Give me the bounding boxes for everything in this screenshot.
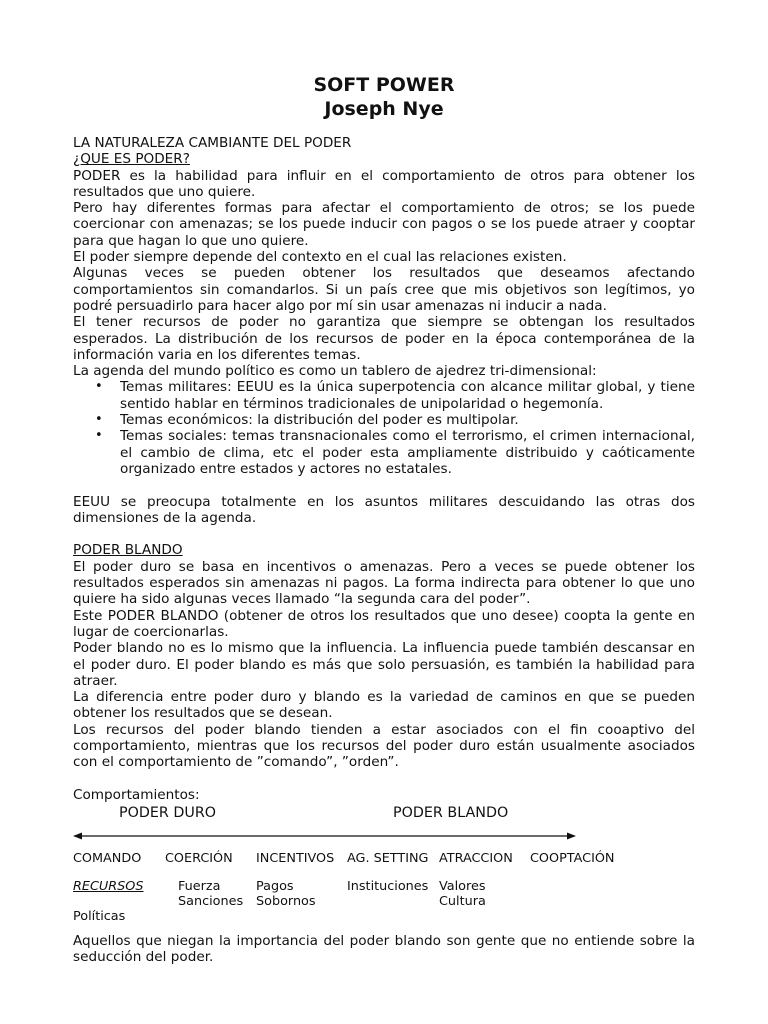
resources-row bbox=[73, 879, 695, 927]
soft-power-heading: PODER BLANDO bbox=[393, 805, 509, 822]
paragraph: Los recursos del poder blando tienden a estar asociados con el fin cooaptivo del comportamiento, mientras que los recursos del poder duro están usualmente asociados con el comportamiento de ”comando”, ”orden”. bbox=[73, 721, 695, 771]
paragraph: Este PODER BLANDO (obtener de otros los resultados que uno desee) coopta la gente en lugar de coercionarlas. bbox=[73, 607, 695, 640]
resource-pagos: Pagos bbox=[256, 879, 294, 895]
behavior-atraccion: ATRACCION bbox=[439, 851, 513, 867]
behavior-scale bbox=[73, 849, 695, 879]
resource-politicas: Políticas bbox=[73, 909, 126, 925]
list-item: • Temas económicos: la distribución del poder es multipolar. bbox=[120, 412, 695, 428]
resource-sanciones: Sanciones bbox=[178, 894, 244, 910]
document-page bbox=[73, 73, 695, 966]
behavior-incentivos: INCENTIVOS bbox=[256, 851, 335, 867]
resource-valores: Valores bbox=[439, 879, 486, 895]
spectrum-label: Comportamientos: bbox=[73, 786, 200, 803]
paragraph: La agenda del mundo político es como un tablero de ajedrez tri-dimensional: bbox=[73, 363, 597, 380]
resource-cultura: Cultura bbox=[439, 894, 486, 910]
resource-instituciones: Instituciones bbox=[347, 879, 429, 895]
paragraph: PODER es la habilidad para influir en el comportamiento de otros para obtener los resultados que uno quiere. bbox=[73, 167, 695, 200]
section-heading: LA NATURALEZA CAMBIANTE DEL PODER bbox=[73, 135, 352, 151]
list-item: • Temas sociales: temas transnacionales como el terrorismo, el crimen internacional, el cambio de clima, etc el poder esta ampliamente distribuido y caóticamente organizado entre estados y actores no estatales. bbox=[120, 428, 695, 477]
behavior-cooptacion: COOPTACIÓN bbox=[530, 851, 615, 867]
paragraph: EEUU se preocupa totalmente en los asuntos militares descuidando las otras dos dimensiones de la agenda. bbox=[73, 493, 695, 526]
paragraph: El poder duro se basa en incentivos o amenazas. Pero a veces se puede obtener los resultados esperados sin amenazas ni pagos. La forma indirecta para obtener lo que uno quiere ha sido algunas veces llamado “la segunda cara del poder”. bbox=[73, 558, 695, 608]
paragraph: El poder siempre depende del contexto en el cual las relaciones existen. bbox=[73, 249, 567, 266]
section-subheading: ¿QUE ES PODER? bbox=[73, 151, 190, 168]
paragraph: Poder blando no es lo mismo que la influencia. La influencia puede también descansar en el poder duro. El poder blando es más que solo persuasión, es también la habilidad para atraer. bbox=[73, 640, 695, 689]
paragraph: El tener recursos de poder no garantiza que siempre se obtengan los resultados esperados. La distribución de los recursos de poder en la época contemporánea de la información varia en los diferentes temas. bbox=[73, 314, 695, 363]
document-title: SOFT POWER bbox=[313, 74, 455, 96]
behavior-comando: COMANDO bbox=[73, 851, 142, 867]
document-author: Joseph Nye bbox=[324, 98, 444, 120]
paragraph: Pero hay diferentes formas para afectar el comportamiento de otros; se los puede coercionar con amenazas; se los puede inducir con pagos o se los puede atraer y cooptar para que hagan lo que uno quiere. bbox=[73, 200, 695, 249]
paragraph: La diferencia entre poder duro y blando es la variedad de caminos en que se pueden obtener los resultados que se desean. bbox=[73, 689, 695, 722]
spectrum-headings bbox=[73, 803, 695, 823]
final-paragraph: Aquellos que niegan la importancia del poder blando son gente que no entiende sobre la seducción del poder. bbox=[73, 933, 695, 966]
behavior-coercion: COERCIÓN bbox=[165, 851, 233, 867]
paragraph: Algunas veces se pueden obtener los resultados que deseamos afectando comportamientos sin comandarlos. Si un país cree que mis objetivos son legítimos, yo podré persuadirlo para hacer algo por mí sin usar amenazas ni inducir a nada. bbox=[73, 265, 695, 314]
bullet-list bbox=[73, 379, 695, 477]
behavior-ag-setting: AG. SETTING bbox=[347, 851, 429, 867]
section-heading-poder-blando: PODER BLANDO bbox=[73, 542, 183, 559]
list-item: • Temas militares: EEUU es la única superpotencia con alcance militar global, y tiene sentido hablar en términos tradicionales de unipolaridad o hegemonía. bbox=[120, 379, 695, 412]
resources-label: RECURSOS bbox=[73, 879, 144, 895]
resource-sobornos: Sobornos bbox=[256, 894, 316, 910]
resource-fuerza: Fuerza bbox=[178, 879, 221, 895]
double-arrow-icon bbox=[73, 830, 578, 842]
spectrum-arrow bbox=[73, 823, 695, 849]
hard-power-heading: PODER DURO bbox=[119, 805, 217, 822]
